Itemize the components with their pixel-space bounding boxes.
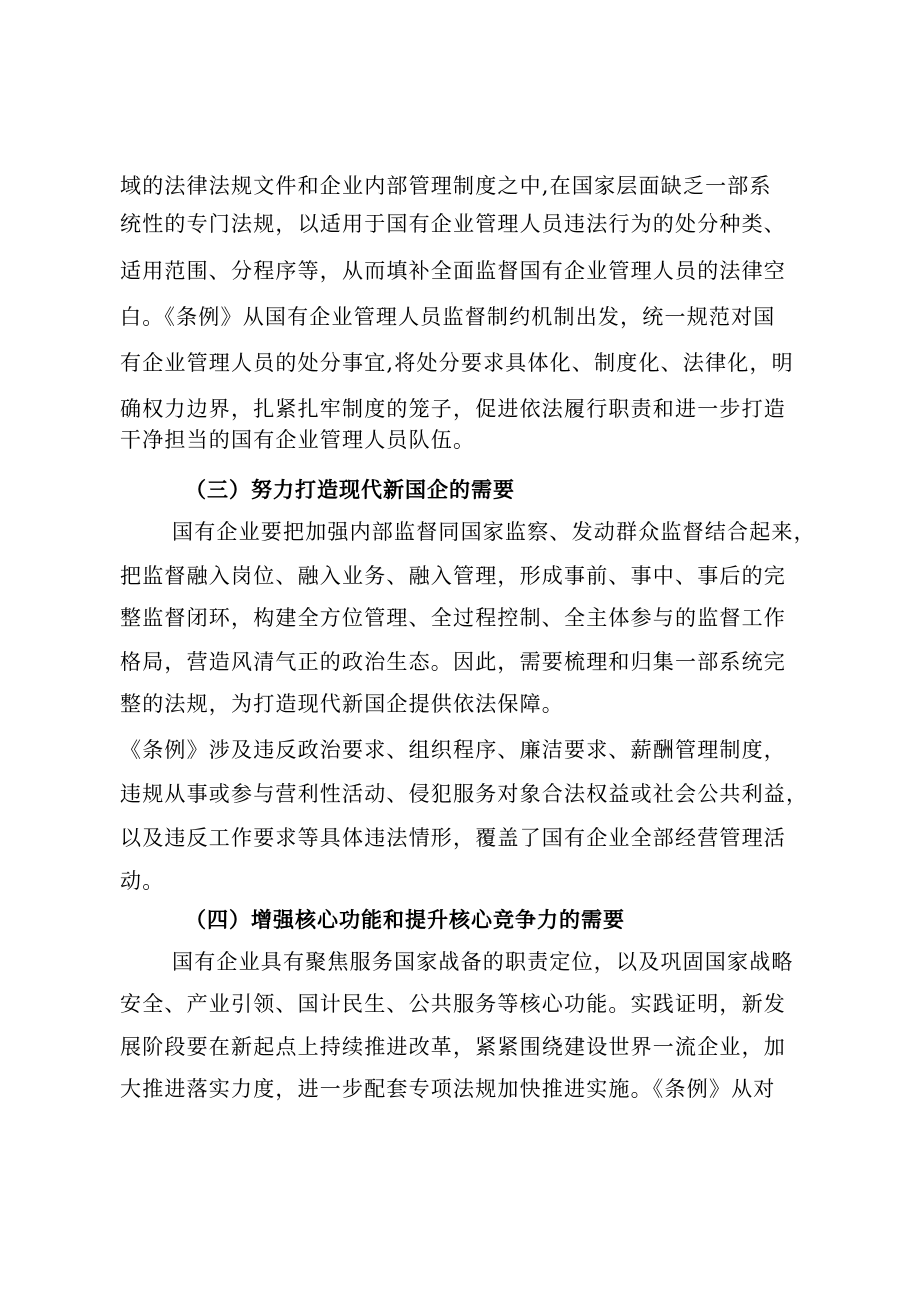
paragraph-line: 大推进落实力度，进一步配套专项法规加快推进实施。《条例》从对 [120,1077,776,1101]
section-heading-3: （三）努力打造现代新国企的需要 [185,478,515,502]
paragraph-line: 国有企业具有聚焦服务国家战备的职责定位，以及巩固国家战略 [172,950,794,974]
paragraph-line: 安全、产业引领、国计民生、公共服务等核心功能。实践证明，新发 [120,992,786,1016]
paragraph-line: 白。《条例》从国有企业管理人员监督制约机制出发，统一规范对国 [120,305,776,329]
paragraph-line: 违规从事或参与营利性活动、侵犯服务对象合法权益或社会公共利益， [120,782,809,806]
paragraph-line: 统性的专门法规，以适用于国有企业管理人员违法行为的处分种类、 [120,212,786,236]
paragraph-line: 展阶段要在新起点上持续推进改革，紧紧围绕建设世界一流企业，加 [120,1035,786,1059]
paragraph-line: 确权力边界，扎紧扎牢制度的笼子，促进依法履行职责和进一步打造 [120,397,786,421]
paragraph-line: 域的法律法规文件和企业内部管理制度之中,在国家层面缺乏一部系 [120,174,772,198]
paragraph-line: 整的法规，为打造现代新国企提供依法保障。 [120,692,564,716]
paragraph-line: 把监督融入岗位、融入业务、融入管理，形成事前、事中、事后的完 [120,564,786,588]
paragraph-line: 国有企业要把加强内部监督同国家监察、发动群众监督结合起来， [172,520,816,544]
paragraph-line: 适用范围、分程序等，从而填补全面监督国有企业管理人员的法律空 [120,259,786,283]
paragraph-line: 有企业管理人员的处分事宜,将处分要求具体化、制度化、法律化，明 [120,351,794,375]
paragraph-line: 格局，营造风清气正的政治生态。因此，需要梳理和归集一部系统完 [120,650,786,674]
paragraph-line: 干净担当的国有企业管理人员队伍。 [120,428,476,452]
paragraph-line: 以及违反工作要求等具体违法情形，覆盖了国有企业全部经营管理活 [120,826,786,850]
paragraph-line: 整监督闭环，构建全方位管理、全过程控制、全主体参与的监督工作 [120,606,786,630]
paragraph-line: 《条例》涉及违反政治要求、组织程序、廉洁要求、薪酬管理制度， [120,738,786,762]
section-heading-4: （四）增强核心功能和提升核心竞争力的需要 [185,908,625,932]
paragraph-line: 动。 [120,869,165,893]
